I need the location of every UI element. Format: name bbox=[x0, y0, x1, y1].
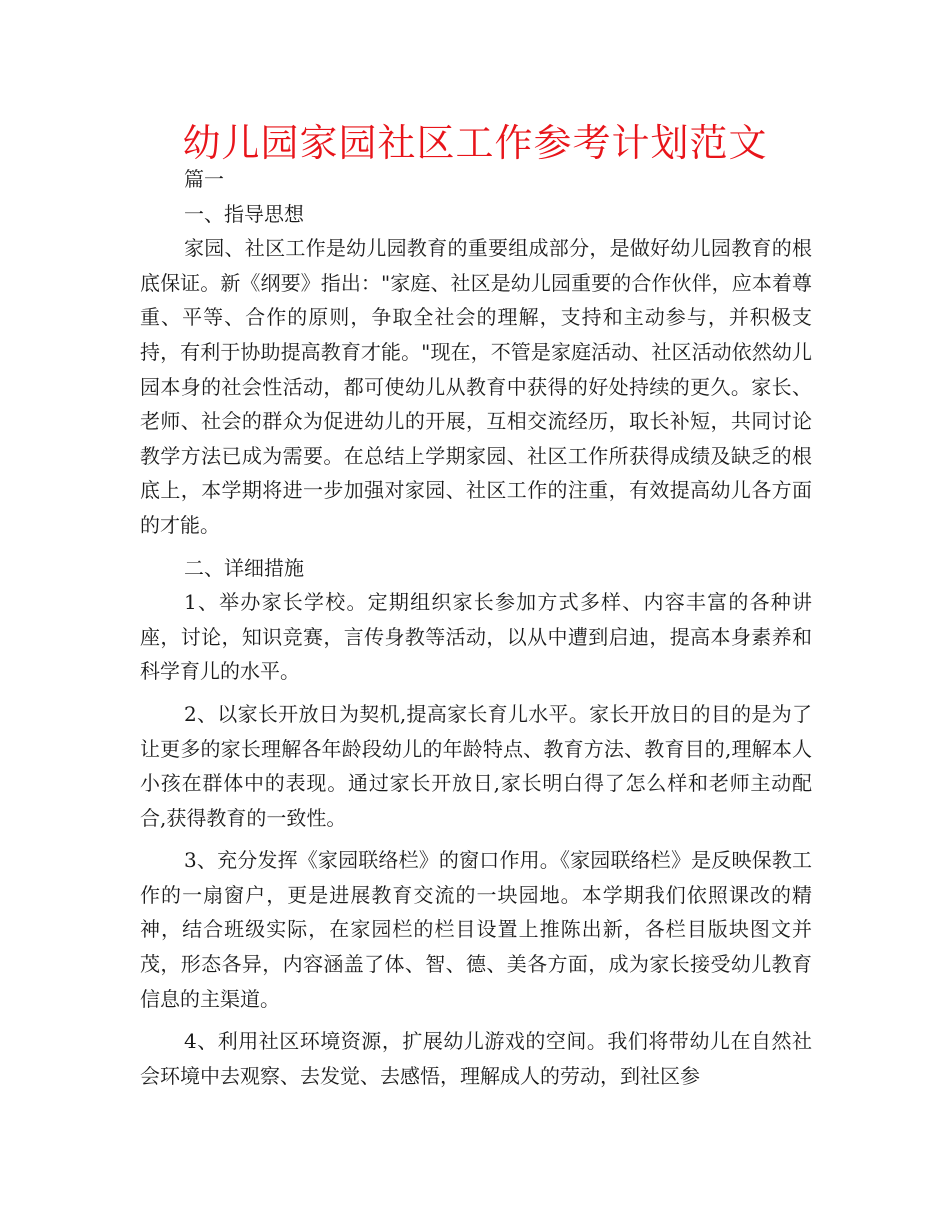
paragraph-guiding-ideology: 家园、社区工作是幼儿园教育的重要组成部分，是做好幼儿园教育的根底保证。新《纲要》指出："家庭、社区是幼儿园重要的合作伙伴，应本着尊重、平等、合作的原则，争取全社会的理解，支持和主动参与，并积极支持，有利于协助提高教育才能。"现在，不管是家庭活动、社区活动依然幼儿园本身的社会性活动，都可使幼儿从教育中获得的好处持续的更久。家长、老师、社会的群众为促进幼儿的开展，互相交流经历，取长补短，共同讨论教学方法已成为需要。在总结上学期家园、社区工作所获得成绩及缺乏的根底上，本学期将进一步加强对家园、社区工作的注重，有效提高幼儿各方面的才能。 bbox=[140, 236, 812, 537]
section-label: 篇一 bbox=[184, 167, 224, 191]
document-body bbox=[140, 162, 812, 1093]
measure-item-4: 4、利用社区环境资源，扩展幼儿游戏的空间。我们将带幼儿在自然社会环境中去观察、去发觉、去感悟，理解成人的劳动，到社区参 bbox=[140, 1029, 812, 1088]
measure-item-1: 1、举办家长学校。定期组织家长参加方式多样、内容丰富的各种讲座，讨论，知识竞赛，言传身教等活动，以从中遭到启迪，提高本身素养和科学育儿的水平。 bbox=[140, 590, 812, 684]
heading-specific-measures: 二、详细措施 bbox=[184, 555, 304, 580]
measure-item-2: 2、以家长开放日为契机,提高家长育儿水平。家长开放日的目的是为了让更多的家长理解各年龄段幼儿的年龄特点、教育方法、教育目的,理解本人小孩在群体中的表现。通过家长开放日,家长明白得了怎么样和老师主动配合,获得教育的一致性。 bbox=[140, 701, 812, 830]
document-title: 幼儿园家园社区工作参考计划范文 bbox=[182, 121, 768, 165]
measure-item-3: 3、充分发挥《家园联络栏》的窗口作用。《家园联络栏》是反映保教工作的一扇窗户，更是进展教育交流的一块园地。本学期我们依照课改的精神，结合班级实际，在家园栏的栏目设置上推陈出新，各栏目版块图文并茂，形态各异，内容涵盖了体、智、德、美各方面，成为家长接受幼儿教育信息的主渠道。 bbox=[140, 848, 812, 1011]
heading-guiding-ideology: 一、指导思想 bbox=[184, 201, 304, 226]
